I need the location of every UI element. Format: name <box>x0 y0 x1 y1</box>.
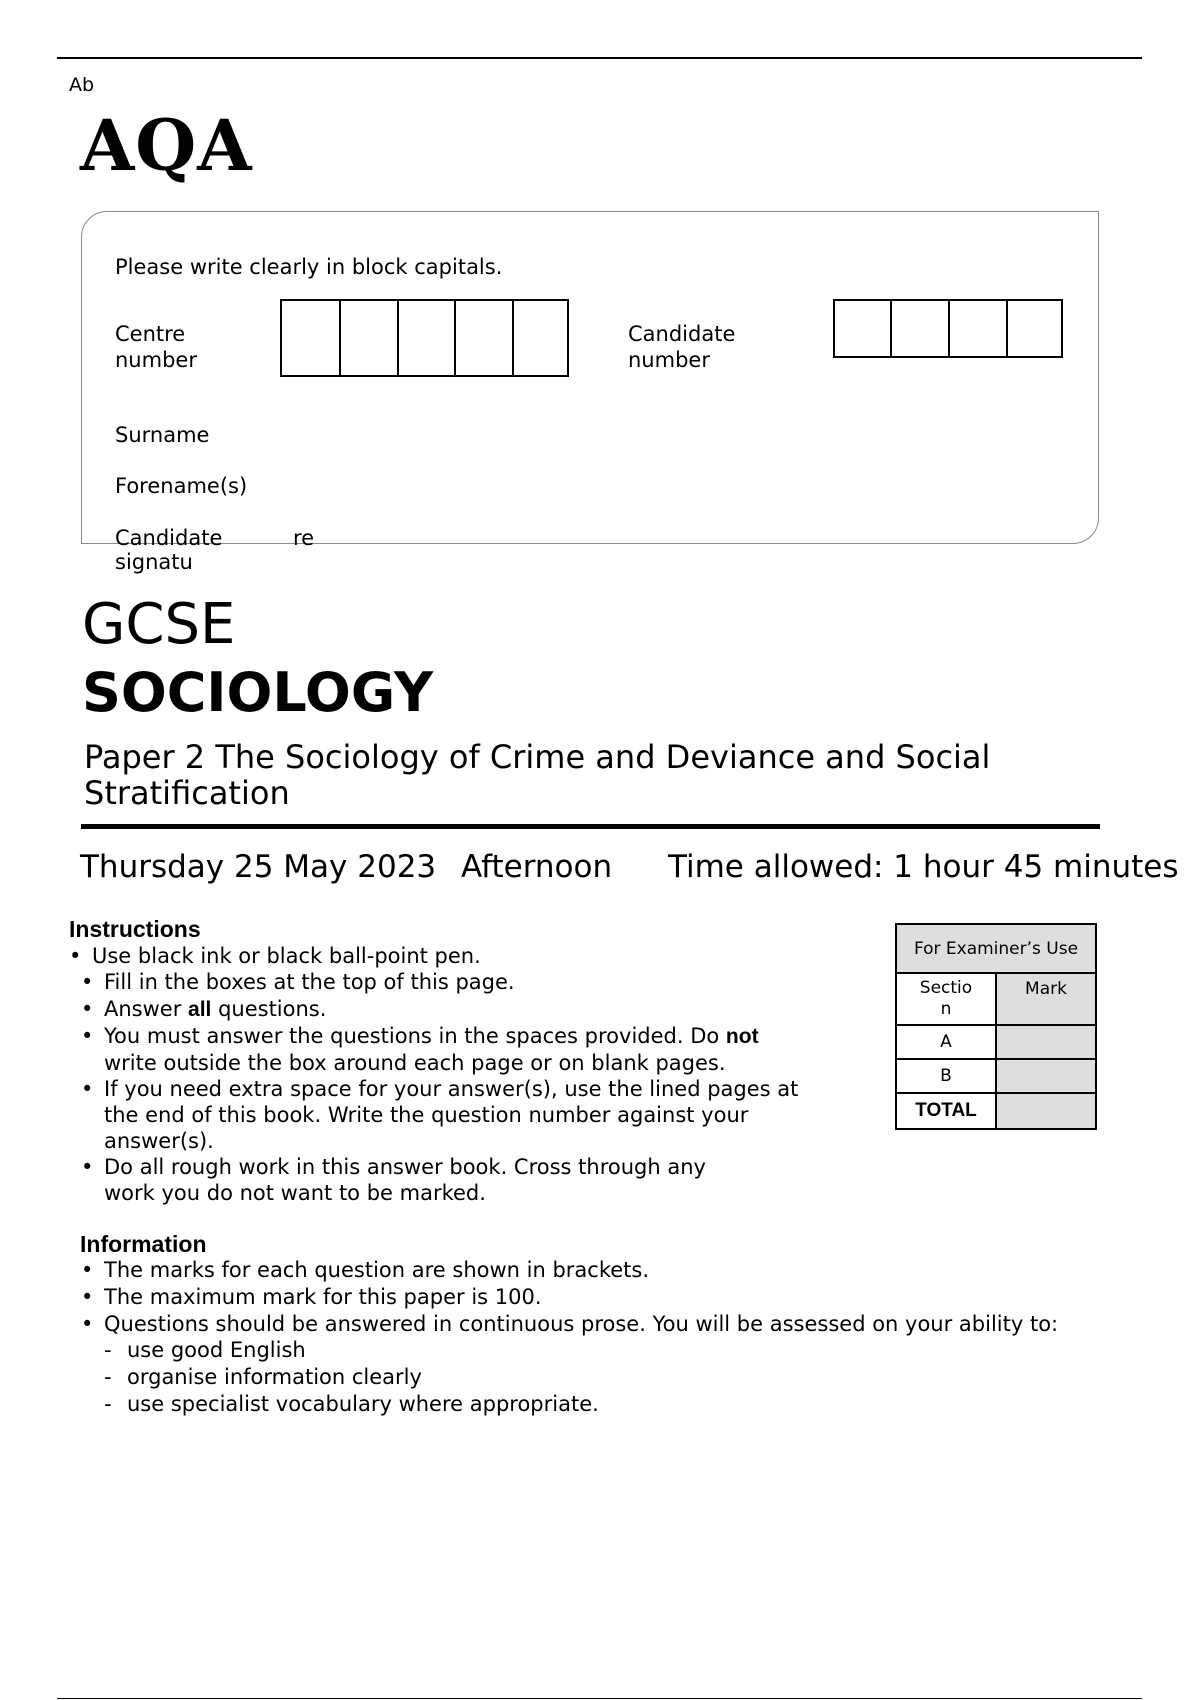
forenames-label: Forename(s) <box>115 474 248 498</box>
centre-digit-box[interactable] <box>456 301 514 375</box>
top-rule <box>57 57 1142 59</box>
information-item: • The maximum mark for this paper is 100. <box>81 1284 1181 1310</box>
signature-label-part3: signatu <box>115 550 193 574</box>
candidate-digit-box[interactable] <box>892 301 950 356</box>
exam-date: Thursday 25 May 2023 <box>80 849 437 885</box>
centre-digit-box[interactable] <box>399 301 456 375</box>
bottom-rule <box>57 1698 1142 1699</box>
information-heading: Information <box>80 1231 207 1257</box>
surname-label: Surname <box>115 423 210 447</box>
instructions-heading: Instructions <box>69 916 201 942</box>
signature-label-part1: Candidate <box>115 526 223 550</box>
mark-cell-total <box>996 1093 1096 1129</box>
instruction-item: • If you need extra space for your answer(s), use the lined pages at the end of this book. Write the question number against your answer(s). <box>81 1076 881 1154</box>
instructions-list-cont <box>81 969 881 1206</box>
block-capitals-instruction: Please write clearly in block capitals. <box>115 255 503 279</box>
signature-field[interactable] <box>330 512 1060 542</box>
candidate-number-input[interactable] <box>833 299 1063 358</box>
centre-digit-box[interactable] <box>282 301 341 375</box>
section-row-label: A <box>896 1025 996 1059</box>
centre-number-input[interactable] <box>280 299 569 377</box>
instructions-list <box>69 943 869 969</box>
instruction-item: • You must answer the questions in the spaces provided. Do not write outside the box around each page or on blank pages. <box>81 1023 881 1076</box>
information-item: • The marks for each question are shown in brackets. <box>81 1257 1181 1283</box>
total-row-label: TOTAL <box>896 1093 996 1129</box>
section-row-label: B <box>896 1059 996 1093</box>
subject-title: SOCIOLOGY <box>82 661 434 724</box>
signature-label-part2: re <box>293 526 315 550</box>
instruction-item: • Do all rough work in this answer book. Cross through any work you do not want to be marked. <box>81 1154 881 1206</box>
information-item: • Questions should be answered in continuous prose. You will be assessed on your ability to: <box>81 1311 1181 1337</box>
candidate-digit-box[interactable] <box>1008 301 1061 356</box>
instruction-item: • Use black ink or black ball-point pen. <box>69 943 869 969</box>
exam-session: Afternoon <box>461 849 613 885</box>
candidate-digit-box[interactable] <box>835 301 892 356</box>
qualification-title: GCSE <box>82 592 236 657</box>
information-sub-item: - use specialist vocabulary where appropriate. <box>104 1391 1181 1417</box>
centre-digit-box[interactable] <box>341 301 399 375</box>
examiners-use-title: For Examiner’s Use <box>896 924 1096 973</box>
centre-digit-box[interactable] <box>514 301 567 375</box>
corner-text: Ab <box>69 74 95 96</box>
aqa-logo: AQA <box>80 104 253 187</box>
candidate-number-label: Candidate number <box>628 322 736 372</box>
time-allowed: Time allowed: 1 hour 45 minutes <box>668 849 1179 885</box>
title-rule <box>81 824 1100 829</box>
section-column-header: Sectio n <box>896 973 996 1025</box>
centre-number-label: Centre number <box>115 322 197 372</box>
mark-cell-a <box>996 1025 1096 1059</box>
information-sub-item: - organise information clearly <box>104 1364 1181 1390</box>
forenames-field[interactable] <box>300 463 1060 499</box>
information-list <box>81 1257 1181 1417</box>
examiners-use-table <box>895 923 1097 1130</box>
mark-cell-b <box>996 1059 1096 1093</box>
instruction-item: • Fill in the boxes at the top of this page. <box>81 969 881 995</box>
paper-title: Paper 2 The Sociology of Crime and Deviance and Social Stratification <box>84 738 991 812</box>
mark-column-header: Mark <box>996 973 1096 1025</box>
instruction-item: • Answer all questions. <box>81 996 881 1023</box>
candidate-digit-box[interactable] <box>950 301 1008 356</box>
information-sub-item: - use good English <box>104 1337 1181 1363</box>
surname-field[interactable] <box>300 412 1060 448</box>
